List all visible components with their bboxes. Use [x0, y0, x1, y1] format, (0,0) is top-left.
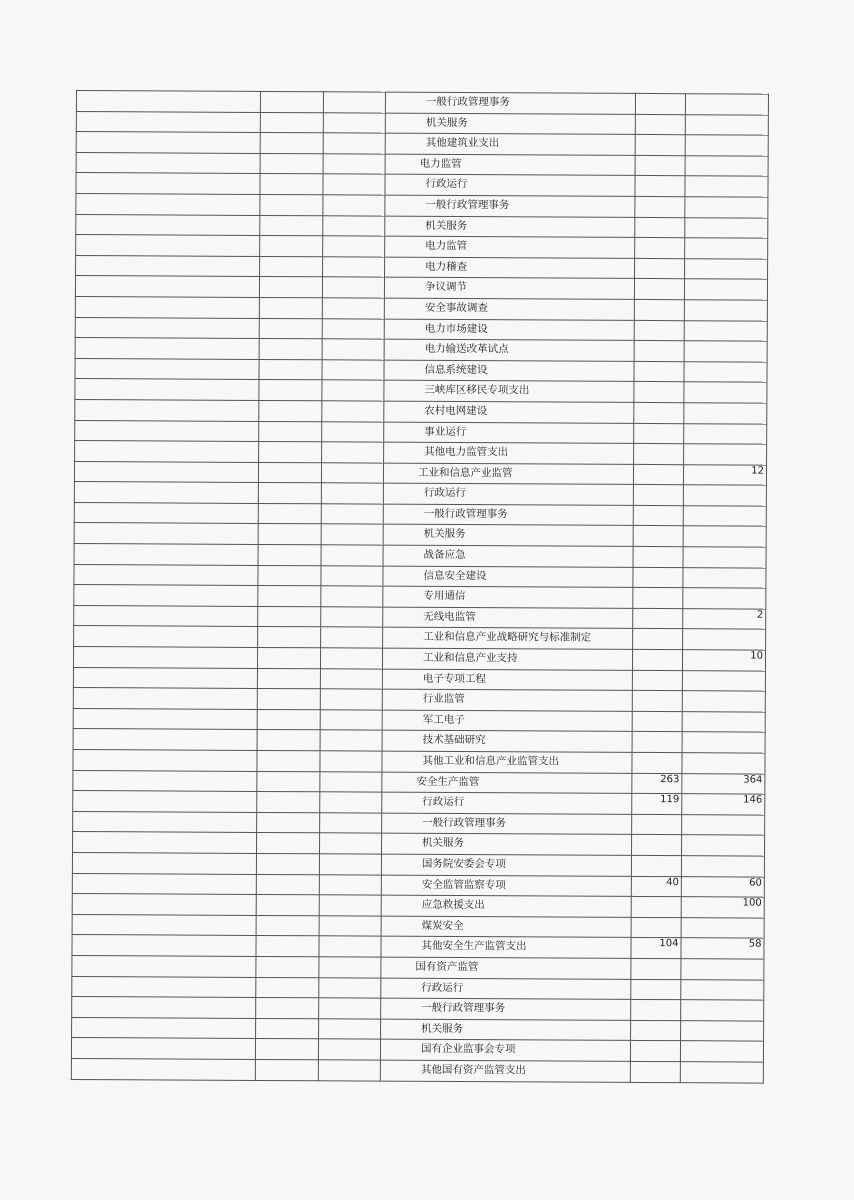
- value-cell-2: [680, 1062, 763, 1083]
- code-cell-2: [257, 647, 320, 668]
- value-cell-2: [685, 238, 768, 259]
- code-cell-3: [322, 318, 384, 339]
- value-cell-1: [635, 238, 685, 259]
- code-cell-1: [76, 91, 260, 113]
- value-cell-2: [680, 1041, 763, 1062]
- code-cell-2: [257, 668, 320, 689]
- value-cell-1: [633, 588, 683, 609]
- value-cell-1: [633, 505, 683, 526]
- code-cell-3: [323, 112, 385, 133]
- budget-table: [71, 90, 769, 1083]
- value-cell-1: [633, 485, 683, 506]
- code-cell-2: [260, 133, 323, 154]
- code-cell-3: [321, 462, 383, 483]
- item-name-cell: 机关服务: [382, 833, 632, 855]
- code-cell-3: [318, 1060, 380, 1081]
- value-cell-1: [634, 402, 684, 423]
- code-cell-2: [258, 524, 321, 545]
- code-cell-1: [74, 585, 258, 607]
- value-cell-1: [630, 1041, 680, 1062]
- item-name-cell: 一般行政管理事务: [381, 998, 631, 1020]
- code-cell-3: [320, 771, 382, 792]
- item-name-cell: 行政运行: [385, 174, 635, 196]
- code-cell-3: [320, 730, 382, 751]
- code-cell-2: [260, 91, 323, 112]
- item-name-cell: 工业和信息产业战略研究与标准制定: [383, 628, 633, 650]
- item-name-cell: 电力稽查: [385, 257, 635, 279]
- value-cell-1: [634, 299, 684, 320]
- value-cell-2: [682, 814, 765, 835]
- code-cell-1: [74, 605, 258, 627]
- value-cell-1: [633, 567, 683, 588]
- value-cell-1: [631, 1020, 681, 1041]
- value-cell-2: [682, 670, 765, 691]
- value-cell-2: [681, 856, 764, 877]
- code-cell-2: [259, 400, 322, 421]
- code-cell-2: [256, 936, 319, 957]
- item-name-cell: 机关服务: [381, 1019, 631, 1041]
- code-cell-2: [260, 112, 323, 133]
- code-cell-2: [257, 750, 320, 771]
- code-cell-1: [74, 544, 258, 566]
- value-cell-1: [632, 670, 682, 691]
- item-name-cell: 信息系统建设: [384, 360, 634, 382]
- value-cell-2: [683, 567, 766, 588]
- code-cell-3: [319, 916, 381, 937]
- code-cell-3: [323, 133, 385, 154]
- code-cell-1: [76, 235, 260, 257]
- code-cell-1: [76, 193, 260, 215]
- value-cell-2: [681, 1020, 764, 1041]
- code-cell-2: [258, 606, 321, 627]
- value-cell-2: [681, 979, 764, 1000]
- code-cell-3: [318, 1039, 380, 1060]
- value-cell-1: [633, 629, 683, 650]
- value-cell-1: [634, 382, 684, 403]
- code-cell-3: [323, 215, 385, 236]
- code-cell-1: [74, 482, 258, 504]
- value-cell-1: 40: [631, 876, 681, 897]
- code-cell-1: [76, 214, 260, 236]
- code-cell-3: [323, 236, 385, 257]
- code-cell-1: [72, 873, 256, 895]
- item-name-cell: 一般行政管理事务: [382, 813, 632, 835]
- code-cell-3: [322, 442, 384, 463]
- value-cell-2: [685, 155, 768, 176]
- item-name-cell: 争议调节: [384, 277, 634, 299]
- code-cell-2: [259, 421, 322, 442]
- item-name-cell: 国有企业监事会专项: [380, 1039, 630, 1061]
- value-cell-1: [631, 897, 681, 918]
- code-cell-1: [73, 647, 257, 669]
- value-cell-2: [683, 588, 766, 609]
- code-cell-2: [255, 1059, 318, 1080]
- value-cell-1: [634, 423, 684, 444]
- item-name-cell: 事业运行: [384, 422, 634, 444]
- code-cell-3: [323, 174, 385, 195]
- item-name-cell: 工业和信息产业支持: [382, 648, 632, 670]
- value-cell-2: [683, 526, 766, 547]
- value-cell-1: [635, 217, 685, 238]
- value-cell-2: 10: [682, 650, 765, 671]
- item-name-cell: 其他建筑业支出: [385, 133, 635, 155]
- code-cell-2: [258, 503, 321, 524]
- code-cell-3: [319, 874, 381, 895]
- value-cell-1: [635, 93, 685, 114]
- value-cell-1: [630, 1061, 680, 1082]
- code-cell-1: [73, 791, 257, 813]
- value-cell-1: [634, 444, 684, 465]
- value-cell-1: [632, 649, 682, 670]
- value-cell-1: [634, 341, 684, 362]
- code-cell-3: [319, 1019, 381, 1040]
- item-name-cell: 行政运行: [382, 792, 632, 814]
- value-cell-2: [684, 403, 767, 424]
- value-cell-2: 60: [681, 876, 764, 897]
- value-cell-2: [685, 176, 768, 197]
- code-cell-2: [257, 792, 320, 813]
- code-cell-1: [74, 626, 258, 648]
- code-cell-1: [71, 1038, 255, 1060]
- item-name-cell: 其他工业和信息产业监管支出: [382, 751, 632, 773]
- value-cell-2: [685, 114, 768, 135]
- code-cell-3: [320, 710, 382, 731]
- code-cell-1: [73, 688, 257, 710]
- item-name-cell: 机关服务: [385, 216, 635, 238]
- code-cell-3: [321, 504, 383, 525]
- code-cell-2: [256, 874, 319, 895]
- value-cell-2: [681, 835, 764, 856]
- code-cell-1: [76, 173, 260, 195]
- code-cell-1: [75, 358, 259, 380]
- code-cell-1: [72, 1017, 256, 1039]
- code-cell-2: [259, 442, 322, 463]
- item-name-cell: 专用通信: [383, 586, 633, 608]
- value-cell-2: [681, 1000, 764, 1021]
- code-cell-1: [73, 729, 257, 751]
- item-name-cell: 行政运行: [383, 483, 633, 505]
- value-cell-2: [683, 629, 766, 650]
- value-cell-1: [635, 135, 685, 156]
- code-cell-1: [75, 399, 259, 421]
- value-cell-1: [631, 917, 681, 938]
- item-name-cell: 信息安全建设: [383, 566, 633, 588]
- item-name-cell: 国有资产监管: [381, 957, 631, 979]
- value-cell-2: 12: [683, 464, 766, 485]
- item-name-cell: 电力监管: [385, 154, 635, 176]
- value-cell-2: [684, 341, 767, 362]
- code-cell-3: [321, 565, 383, 586]
- code-cell-1: [74, 523, 258, 545]
- item-name-cell: 一般行政管理事务: [383, 504, 633, 526]
- value-cell-2: [682, 753, 765, 774]
- value-cell-1: [634, 279, 684, 300]
- value-cell-1: [633, 464, 683, 485]
- code-cell-2: [256, 977, 319, 998]
- code-cell-1: [75, 338, 259, 360]
- code-cell-2: [256, 915, 319, 936]
- code-cell-1: [75, 276, 259, 298]
- value-cell-2: [684, 361, 767, 382]
- code-cell-3: [320, 813, 382, 834]
- value-cell-1: [635, 155, 685, 176]
- code-cell-2: [259, 297, 322, 318]
- code-cell-1: [75, 379, 259, 401]
- value-cell-2: 2: [683, 609, 766, 630]
- code-cell-3: [319, 895, 381, 916]
- code-cell-1: [72, 935, 256, 957]
- code-cell-3: [320, 648, 382, 669]
- value-cell-2: 100: [681, 897, 764, 918]
- value-cell-1: [635, 114, 685, 135]
- value-cell-2: [681, 959, 764, 980]
- code-cell-3: [321, 627, 383, 648]
- code-cell-2: [260, 236, 323, 257]
- value-cell-2: [684, 382, 767, 403]
- code-cell-2: [256, 998, 319, 1019]
- code-cell-2: [257, 689, 320, 710]
- value-cell-1: [631, 958, 681, 979]
- value-cell-2: [684, 444, 767, 465]
- code-cell-3: [319, 936, 381, 957]
- code-cell-3: [319, 998, 381, 1019]
- code-cell-1: [72, 914, 256, 936]
- code-cell-2: [256, 1018, 319, 1039]
- value-cell-1: [632, 752, 682, 773]
- code-cell-2: [259, 380, 322, 401]
- code-cell-3: [322, 339, 384, 360]
- code-cell-1: [72, 976, 256, 998]
- code-cell-2: [259, 277, 322, 298]
- code-cell-3: [320, 668, 382, 689]
- code-cell-2: [259, 359, 322, 380]
- code-cell-2: [258, 462, 321, 483]
- value-cell-1: [634, 361, 684, 382]
- value-cell-2: [685, 217, 768, 238]
- code-cell-2: [260, 256, 323, 277]
- value-cell-1: [633, 526, 683, 547]
- value-cell-1: [632, 691, 682, 712]
- code-cell-2: [258, 483, 321, 504]
- item-name-cell: 其他安全生产监管支出: [381, 936, 631, 958]
- value-cell-1: [631, 855, 681, 876]
- item-name-cell: 安全生产监管: [382, 772, 632, 794]
- item-name-cell: 机关服务: [385, 113, 635, 135]
- value-cell-1: [632, 835, 682, 856]
- item-name-cell: 技术基础研究: [382, 731, 632, 753]
- code-cell-2: [255, 1039, 318, 1060]
- code-cell-3: [321, 483, 383, 504]
- code-cell-3: [320, 792, 382, 813]
- code-cell-1: [73, 749, 257, 771]
- value-cell-1: [632, 814, 682, 835]
- value-cell-1: [633, 608, 683, 629]
- value-cell-2: [682, 691, 765, 712]
- code-cell-3: [322, 298, 384, 319]
- code-cell-1: [75, 441, 259, 463]
- code-cell-1: [73, 770, 257, 792]
- code-cell-1: [75, 296, 259, 318]
- code-cell-1: [73, 667, 257, 689]
- item-name-cell: 农村电网建设: [384, 401, 634, 423]
- code-cell-1: [72, 997, 256, 1019]
- value-cell-2: [685, 197, 768, 218]
- code-cell-1: [73, 811, 257, 833]
- value-cell-1: [632, 711, 682, 732]
- code-cell-2: [260, 215, 323, 236]
- value-cell-1: 104: [631, 938, 681, 959]
- value-cell-2: 364: [682, 773, 765, 794]
- code-cell-1: [74, 502, 258, 524]
- code-cell-2: [259, 339, 322, 360]
- item-name-cell: 安全监管监察专项: [381, 875, 631, 897]
- code-cell-2: [260, 194, 323, 215]
- code-cell-2: [257, 812, 320, 833]
- code-cell-1: [74, 461, 258, 483]
- item-name-cell: 安全事故调查: [384, 298, 634, 320]
- item-name-cell: 行政运行: [381, 978, 631, 1000]
- value-cell-1: [633, 546, 683, 567]
- code-cell-3: [322, 401, 384, 422]
- item-name-cell: 一般行政管理事务: [385, 195, 635, 217]
- code-cell-3: [319, 957, 381, 978]
- code-cell-1: [74, 564, 258, 586]
- code-cell-3: [322, 380, 384, 401]
- value-cell-2: [684, 423, 767, 444]
- code-cell-2: [260, 174, 323, 195]
- item-name-cell: 煤炭安全: [381, 916, 631, 938]
- code-cell-1: [72, 894, 256, 916]
- code-cell-1: [76, 111, 260, 133]
- value-cell-2: [681, 917, 764, 938]
- code-cell-1: [76, 152, 260, 174]
- item-name-cell: 工业和信息产业监管: [383, 463, 633, 485]
- code-cell-3: [320, 689, 382, 710]
- code-cell-2: [258, 565, 321, 586]
- code-cell-2: [256, 956, 319, 977]
- value-cell-2: [685, 135, 768, 156]
- value-cell-1: [631, 1000, 681, 1021]
- item-name-cell: 机关服务: [383, 525, 633, 547]
- value-cell-1: [632, 732, 682, 753]
- code-cell-3: [321, 545, 383, 566]
- code-cell-3: [323, 195, 385, 216]
- code-cell-3: [321, 586, 383, 607]
- item-name-cell: 行业监管: [382, 689, 632, 711]
- value-cell-1: [635, 258, 685, 279]
- value-cell-2: [682, 711, 765, 732]
- code-cell-1: [75, 317, 259, 339]
- code-cell-3: [322, 360, 384, 381]
- code-cell-3: [322, 421, 384, 442]
- code-cell-2: [259, 318, 322, 339]
- table-row: [71, 1058, 763, 1082]
- value-cell-2: [685, 94, 768, 115]
- item-name-cell: 三峡库区移民专项支出: [384, 380, 634, 402]
- item-name-cell: 电力监管: [385, 236, 635, 258]
- code-cell-3: [323, 257, 385, 278]
- value-cell-2: 146: [682, 794, 765, 815]
- table-container: [71, 90, 768, 1083]
- code-cell-3: [320, 833, 382, 854]
- code-cell-2: [257, 709, 320, 730]
- code-cell-1: [72, 852, 256, 874]
- code-cell-3: [321, 524, 383, 545]
- item-name-cell: 军工电子: [382, 710, 632, 732]
- value-cell-1: [635, 176, 685, 197]
- value-cell-2: [683, 485, 766, 506]
- code-cell-3: [321, 607, 383, 628]
- code-cell-1: [71, 1058, 255, 1080]
- code-cell-1: [76, 255, 260, 277]
- code-cell-2: [257, 771, 320, 792]
- code-cell-2: [257, 730, 320, 751]
- item-name-cell: 其他电力监管支出: [384, 442, 634, 464]
- item-name-cell: 其他国有资产监管支出: [380, 1060, 630, 1082]
- code-cell-2: [258, 545, 321, 566]
- value-cell-1: 119: [632, 794, 682, 815]
- code-cell-1: [76, 132, 260, 154]
- code-cell-3: [320, 751, 382, 772]
- item-name-cell: 国务院安委会专项: [381, 854, 631, 876]
- code-cell-3: [323, 92, 385, 113]
- value-cell-1: [635, 196, 685, 217]
- code-cell-2: [257, 833, 320, 854]
- value-cell-2: [682, 732, 765, 753]
- item-name-cell: 电子专项工程: [382, 669, 632, 691]
- code-cell-1: [72, 955, 256, 977]
- budget-table-body: [71, 91, 768, 1083]
- value-cell-2: [683, 506, 766, 527]
- item-name-cell: 应急救援支出: [381, 895, 631, 917]
- value-cell-2: [684, 279, 767, 300]
- item-name-cell: 电力市场建设: [384, 319, 634, 341]
- code-cell-2: [256, 895, 319, 916]
- value-cell-1: [631, 979, 681, 1000]
- code-cell-3: [323, 154, 385, 175]
- code-cell-2: [258, 627, 321, 648]
- value-cell-2: [683, 547, 766, 568]
- value-cell-2: [684, 320, 767, 341]
- item-name-cell: 战备应急: [383, 545, 633, 567]
- code-cell-3: [319, 854, 381, 875]
- code-cell-1: [73, 708, 257, 730]
- value-cell-1: [634, 320, 684, 341]
- item-name-cell: 电力输送改革试点: [384, 339, 634, 361]
- code-cell-2: [258, 586, 321, 607]
- item-name-cell: 一般行政管理事务: [385, 92, 635, 114]
- value-cell-2: [685, 258, 768, 279]
- value-cell-2: 58: [681, 938, 764, 959]
- item-name-cell: 无线电监管: [383, 607, 633, 629]
- value-cell-2: [684, 300, 767, 321]
- code-cell-3: [322, 277, 384, 298]
- code-cell-1: [75, 420, 259, 442]
- code-cell-3: [319, 977, 381, 998]
- code-cell-2: [256, 853, 319, 874]
- code-cell-2: [260, 153, 323, 174]
- value-cell-1: 263: [632, 773, 682, 794]
- code-cell-1: [73, 832, 257, 854]
